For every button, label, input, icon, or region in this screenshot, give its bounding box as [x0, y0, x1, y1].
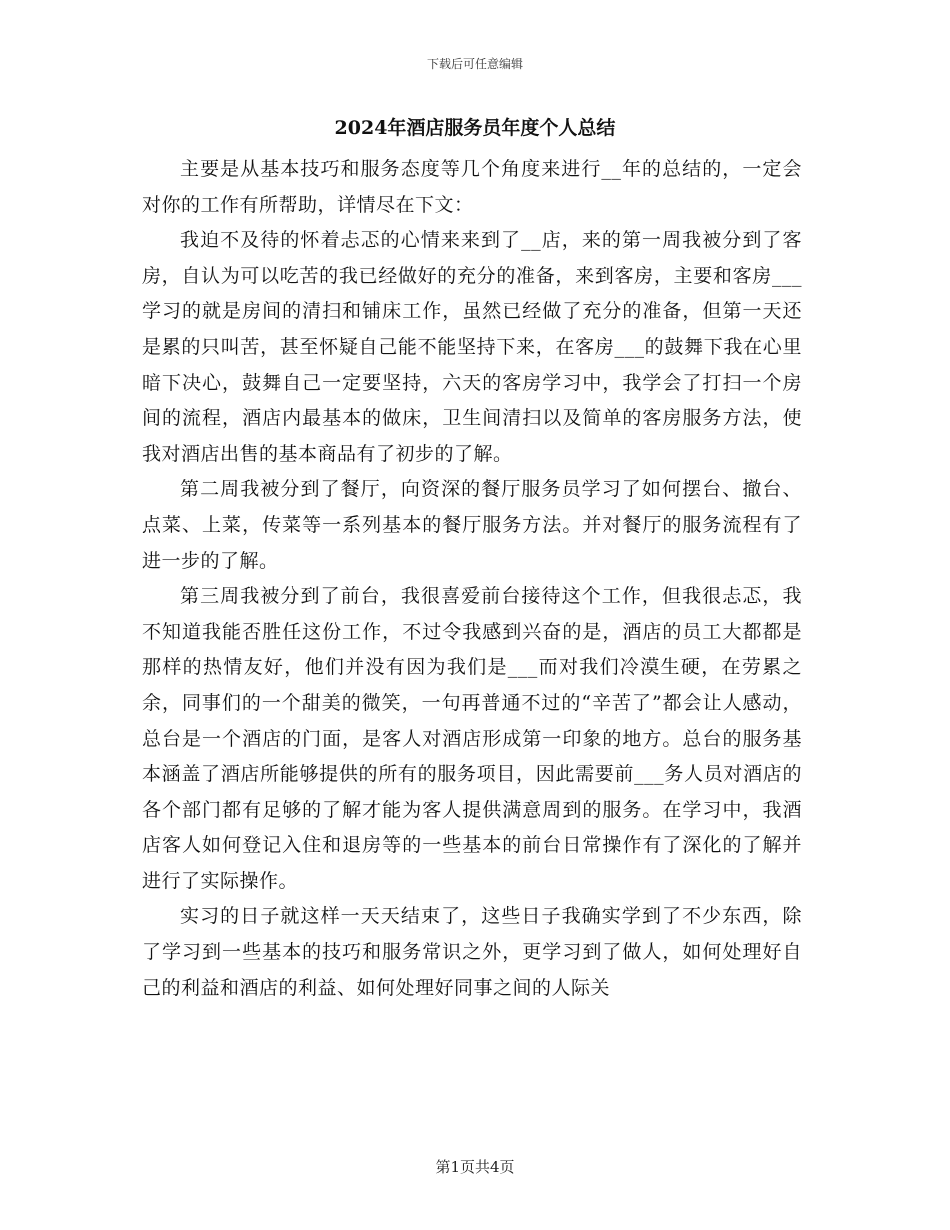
header-note: 下载后可任意编辑 [426, 57, 523, 71]
page-number: 第1页共4页 [435, 1158, 515, 1176]
paragraph-conclusion: 实习的日子就这样一天天结束了，这些日子我确实学到了不少东西，除了学习到一些基本的技巧和服务常识之外，更学习到了做人，如何处理好自己的利益和酒店的利益、如何处理好同事之间的人际关 [142, 905, 802, 999]
paragraph-week-two: 第二周我被分到了餐厅，向资深的餐厅服务员学习了如何摆台、撤台、点菜、上菜，传菜等一系列基本的餐厅服务方法。并对餐厅的服务流程有了进一步的了解。 [142, 478, 802, 572]
paragraph-intro: 主要是从基本技巧和服务态度等几个角度来进行__年的总结的，一定会对你的工作有所帮助，详情尽在下文： [142, 158, 802, 216]
document-body [142, 152, 802, 1006]
document-title: 2024年酒店服务员年度个人总结 [334, 117, 616, 139]
paragraph-week-three: 第三周我被分到了前台，我很喜爱前台接待这个工作，但我很忐忑，我不知道我能否胜任这份工作，不过令我感到兴奋的是，酒店的员工大都都是那样的热情友好，他们并没有因为我们是___而对我们冷漠生硬，在劳累之余，同事们的一个甜美的微笑，一句再普通不过的“辛苦了”都会让人感动，总台是一个酒店的门面，是客人对酒店形成第一印象的地方。总台的服务基本涵盖了酒店所能够提供的所有的服务项目，因此需要前___务人员对酒店的各个部门都有足够的了解才能为客人提供满意周到的服务。在学习中，我酒店客人如何登记入住和退房等的一些基本的前台日常操作有了深化的了解并进行了实际操作。 [142, 585, 802, 892]
paragraph-week-one: 我迫不及待的怀着忐忑的心情来来到了__店，来的第一周我被分到了客房，自认为可以吃苦的我已经做好的充分的准备，来到客房，主要和客房___学习的就是房间的清扫和铺床工作，虽然已经做了充分的准备，但第一天还是累的只叫苦，甚至怀疑自己能不能坚持下来，在客房___的鼓舞下我在心里暗下决心，鼓舞自己一定要坚持，六天的客房学习中，我学会了打扫一个房间的流程，酒店内最基本的做床，卫生间清扫以及简单的客房服务方法，使我对酒店出售的基本商品有了初步的了解。 [142, 229, 802, 465]
